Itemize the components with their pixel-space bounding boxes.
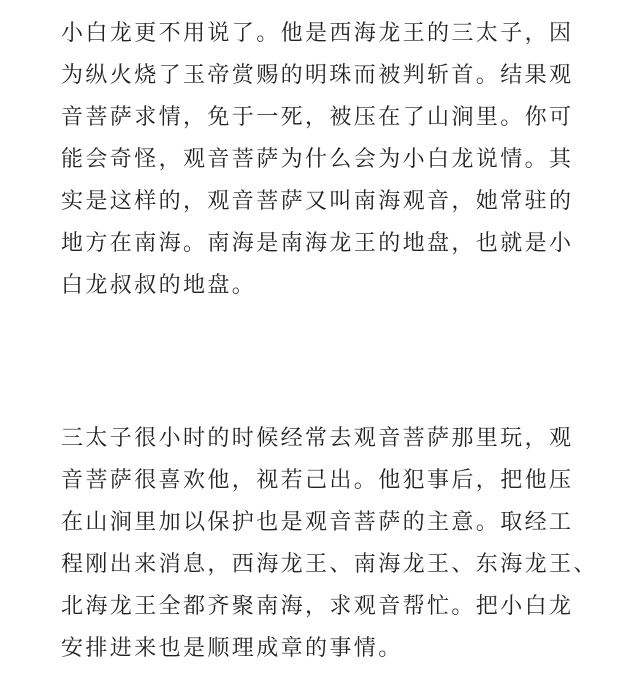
text-line: 白龙叔叔的地盘。 [61,273,257,298]
paragraph-2 [61,418,598,670]
text-line: 小白龙更不用说了。他是西海龙王的三太子，因 [61,21,574,46]
text-line: 实是这样的，观音菩萨又叫南海观音，她常驻的 [61,189,574,214]
text-line: 音菩萨很喜欢他，视若己出。他犯事后，把他压 [61,468,574,493]
text-line: 在山涧里加以保护也是观音菩萨的主意。取经工 [61,510,574,535]
text-line: 北海龙王全都齐聚南海，求观音帮忙。把小白龙 [61,594,574,619]
text-line: 地方在南海。南海是南海龙王的地盘，也就是小 [61,231,574,256]
text-line: 能会奇怪，观音菩萨为什么会为小白龙说情。其 [61,147,574,172]
text-line: 三太子很小时的时候经常去观音菩萨那里玩，观 [61,426,574,451]
text-line: 安排进来也是顺理成章的事情。 [61,636,403,661]
text-line: 音菩萨求情，免于一死，被压在了山涧里。你可 [61,105,574,130]
text-line: 程刚出来消息，西海龙王、南海龙王、东海龙王、 [61,552,598,577]
paragraph-1 [61,13,591,307]
text-line: 为纵火烧了玉帝赏赐的明珠而被判斩首。结果观 [61,63,574,88]
